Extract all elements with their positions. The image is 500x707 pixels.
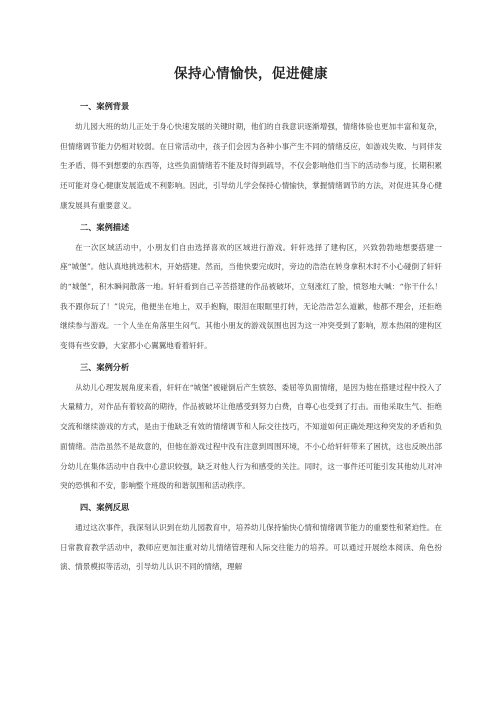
section-heading: 二、案例描述 (80, 221, 130, 232)
section-paragraph: 幼儿园大班的幼儿正处于身心快速发展的关键时期，他们的自我意识逐渐增强，情绪体验也更加丰富和复杂，但情绪调节能力仍相对较弱。在日常活动中，孩子们会因为各种小事产生不同的情绪反应，如游戏失败、与同伴发生矛盾、得不到想要的东西等，这些负面情绪若不能及时得到疏导，不仅会影响他们当下的活动参与度，长期积累还可能对身心健康发展造成不利影响。因此，引导幼儿学会保持心情愉快，掌握情绪调节的方法，对促进其身心健康发展具有重要意义。 (60, 122, 442, 210)
section-background (60, 100, 442, 216)
section-heading: 三、案例分析 (80, 361, 130, 372)
section-paragraph: 在一次区域活动中，小朋友们自由选择喜欢的区域进行游戏。轩轩选择了建构区，兴致勃勃地想要搭建一座“城堡”。他认真地挑选积木，开始搭建。然而，当他快要完成时，旁边的浩浩在转身拿积木时不小心碰倒了轩轩的“城堡”，积木瞬间散落一地。轩轩看到自己辛苦搭建的作品被破坏，立刻涨红了脸，愤怒地大喊：“你干什么！我不跟你玩了！”说完，他便坐在地上，双手抱胸，眼泪在眼眶里打转，无论浩浩怎么道歉，他都不理会，还拒绝继续参与游戏。一个人坐在角落里生闷气。其他小朋友的游戏氛围也因为这一冲突受到了影响，原本热闹的建构区变得有些安静，大家都小心翼翼地看着轩轩。 (60, 242, 442, 351)
section-paragraph: 通过这次事件，我深刻认识到在幼儿园教育中，培养幼儿保持愉快心情和情绪调节能力的重要性和紧迫性。在日常教育教学活动中，教师应更加注重对幼儿情绪管理和人际交往能力的培养。可以通过开展绘本阅读、角色扮演、情景模拟等活动，引导幼儿认识不同的情绪，理解 (60, 522, 442, 572)
section-heading: 一、案例背景 (80, 101, 130, 111)
document-title: 保持心情愉快，促进健康 (174, 66, 328, 82)
section-analysis (60, 361, 442, 496)
section-description (60, 221, 442, 356)
section-reflection (60, 501, 442, 577)
section-heading: 四、案例反思 (80, 501, 130, 512)
section-paragraph: 从幼儿心理发展角度来看，轩轩在“城堡”被碰倒后产生愤怒、委屈等负面情绪，是因为他在搭建过程中投入了大量精力，对作品有着较高的期待，作品被破坏让他感受到努力白费，自尊心也受到了打击。而他采取生气、拒绝交流和继续游戏的方式，是由于他缺乏有效的情绪调节和人际交往技巧，不知道如何正确处理这种突发的矛盾和负面情绪。浩浩虽然不是故意的，但他在游戏过程中没有注意到周围环境，不小心给轩轩带来了困扰，这也反映出部分幼儿在集体活动中自我中心意识较强，缺乏对他人行为和感受的关注。同时，这一事件还可能引发其他幼儿对冲突的恐惧和不安，影响整个班级的和谐氛围和活动秩序。 (60, 382, 442, 491)
